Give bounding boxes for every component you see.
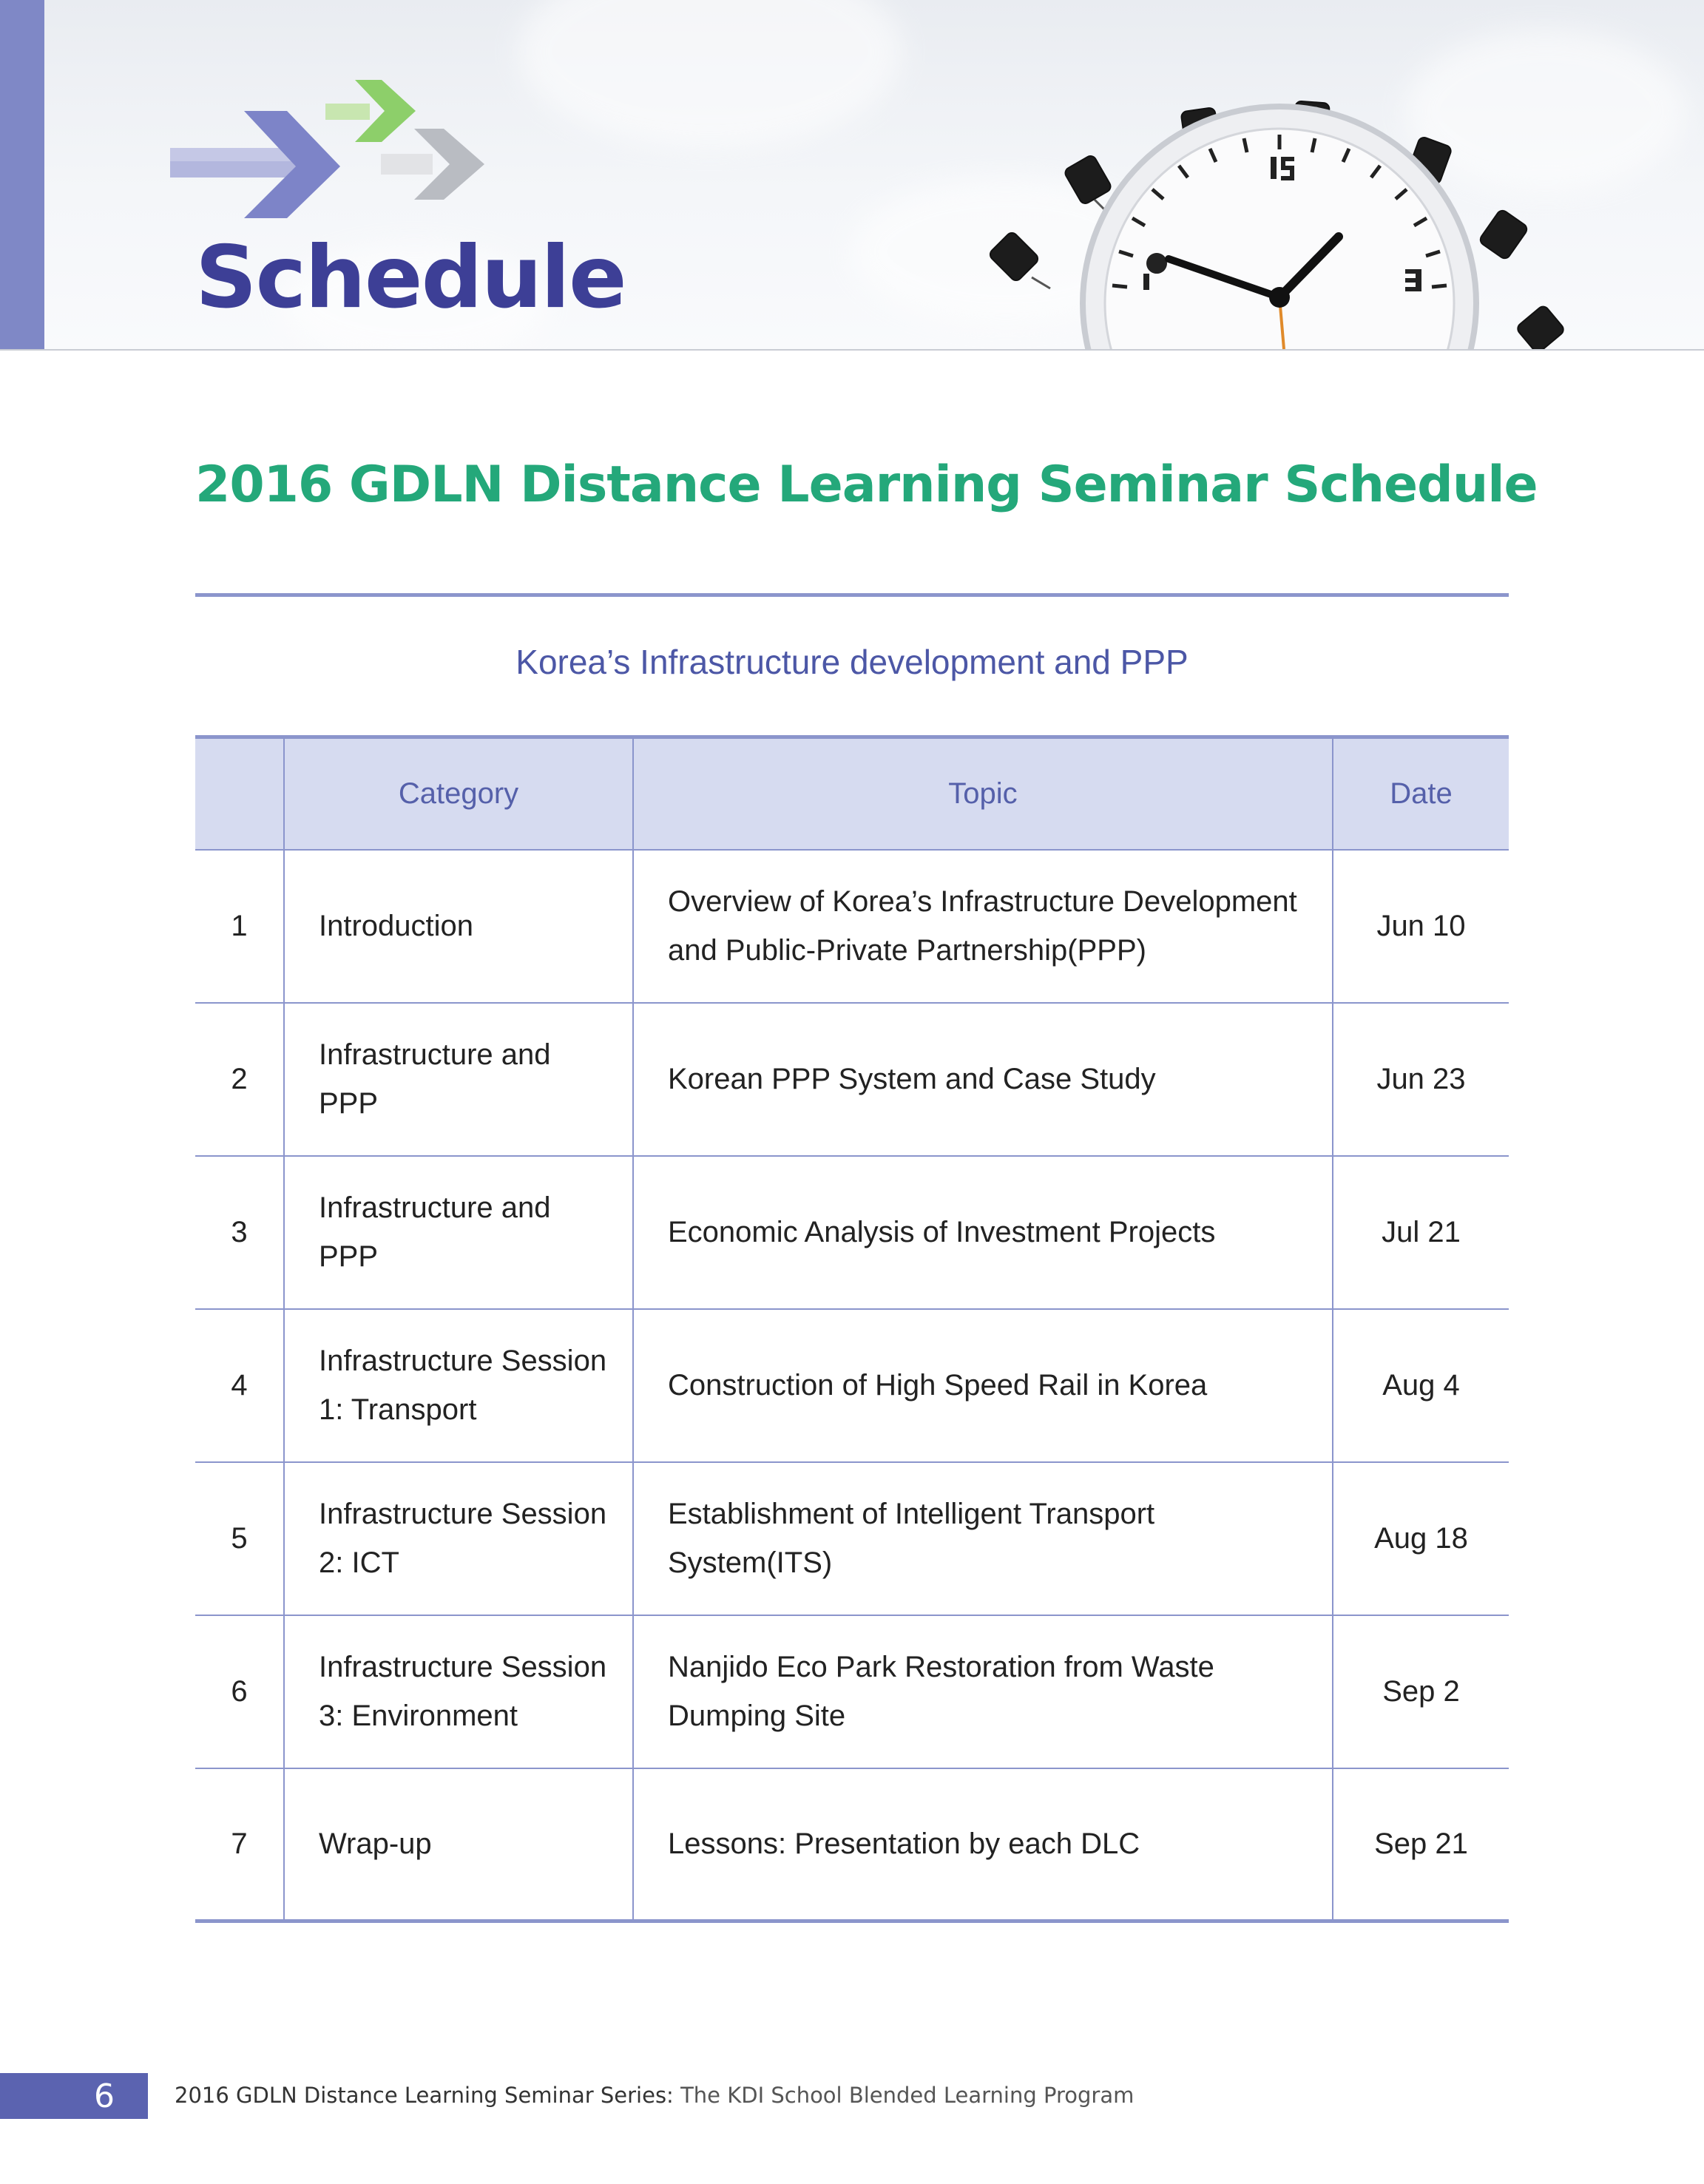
row-topic: Establishment of Intelligent Transport System(ITS): [633, 1462, 1333, 1615]
row-date: Jun 23: [1333, 1003, 1509, 1156]
row-topic: Korean PPP System and Case Study: [633, 1003, 1333, 1156]
table-row: [195, 1003, 1509, 1156]
row-topic: Economic Analysis of Investment Projects: [633, 1156, 1333, 1309]
header-side-bar: [0, 0, 44, 349]
title-divider: [195, 593, 1509, 597]
page-number: 6: [0, 2073, 148, 2119]
table-row: [195, 1462, 1509, 1615]
header-banner: [0, 0, 1704, 351]
row-number: 2: [195, 1003, 284, 1156]
row-number: 4: [195, 1309, 284, 1462]
footer-series: 2016 GDLN Distance Learning Seminar Series:: [175, 2083, 674, 2108]
row-category: Infrastructure Session 1: Transport: [284, 1309, 633, 1462]
arrow-icon: [170, 74, 496, 229]
table-header-row: [195, 737, 1509, 850]
row-topic: Overview of Korea’s Infrastructure Development and Public-Private Partnership(PPP): [633, 850, 1333, 1003]
row-date: Aug 4: [1333, 1309, 1509, 1462]
row-date: Aug 18: [1333, 1462, 1509, 1615]
column-header-category: Category: [284, 737, 633, 850]
column-header-date: Date: [1333, 737, 1509, 850]
row-category: Infrastructure Session 3: Environment: [284, 1615, 633, 1768]
row-category: Infrastructure and PPP: [284, 1003, 633, 1156]
row-category: Wrap-up: [284, 1768, 633, 1921]
row-number: 3: [195, 1156, 284, 1309]
row-topic: Construction of High Speed Rail in Korea: [633, 1309, 1333, 1462]
footer-program: The KDI School Blended Learning Program: [680, 2083, 1135, 2108]
schedule-table: [195, 735, 1509, 1923]
row-date: Jun 10: [1333, 850, 1509, 1003]
section-title: Schedule: [195, 228, 626, 328]
row-number: 7: [195, 1768, 284, 1921]
row-topic: Nanjido Eco Park Restoration from Waste Dumping Site: [633, 1615, 1333, 1768]
page-title: 2016 GDLN Distance Learning Seminar Schedule: [195, 456, 1538, 514]
row-topic: Lessons: Presentation by each DLC: [633, 1768, 1333, 1921]
column-header-number: [195, 737, 284, 850]
row-number: 6: [195, 1615, 284, 1768]
row-number: 1: [195, 850, 284, 1003]
table-row: [195, 1768, 1509, 1921]
clock-icon: [961, 89, 1598, 349]
row-category: Infrastructure Session 2: ICT: [284, 1462, 633, 1615]
table-caption: Korea’s Infrastructure development and PPP: [515, 643, 1189, 681]
row-category: Introduction: [284, 850, 633, 1003]
row-date: Sep 21: [1333, 1768, 1509, 1921]
row-number: 5: [195, 1462, 284, 1615]
table-row: [195, 1615, 1509, 1768]
footer-caption: [175, 2083, 1134, 2108]
row-date: Jul 21: [1333, 1156, 1509, 1309]
table-row: [195, 1156, 1509, 1309]
row-category: Infrastructure and PPP: [284, 1156, 633, 1309]
column-header-topic: Topic: [633, 737, 1333, 850]
row-date: Sep 2: [1333, 1615, 1509, 1768]
table-row: [195, 1309, 1509, 1462]
table-row: [195, 850, 1509, 1003]
